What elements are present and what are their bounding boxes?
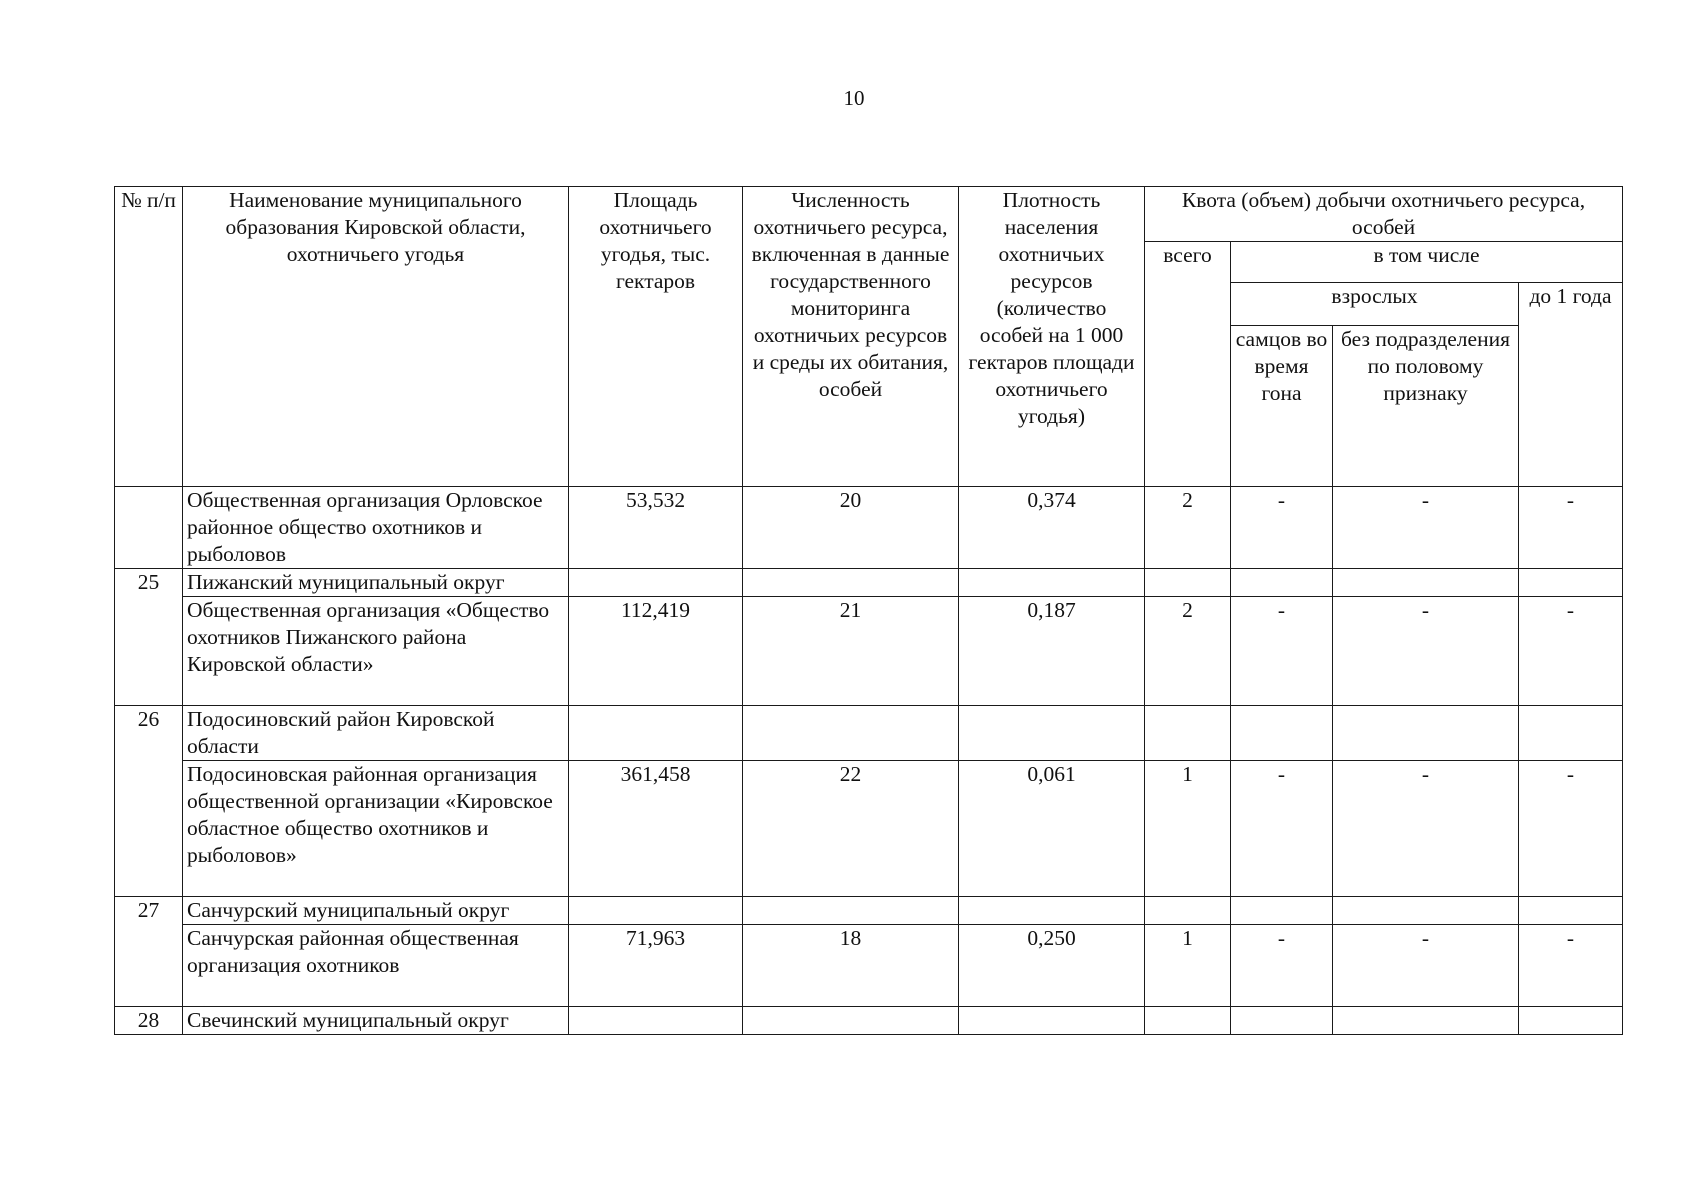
row-num: 25 (115, 569, 183, 706)
header-no-sex-division: без подразделения по половому признаку (1333, 326, 1519, 487)
row-area: 71,963 (569, 925, 743, 1007)
table-row (115, 706, 1623, 761)
row-name: Подосиновская районная организация общественной организации «Кировское областное общество охотников и рыболовов» (183, 761, 569, 897)
row-name: Свечинский муниципальный округ (183, 1007, 569, 1035)
header-count: Численность охотничьего ресурса, включенная в данные государственного мониторинга охотничьих ресурсов и среды их обитания, особей (743, 187, 959, 487)
row-under-one: - (1519, 925, 1623, 1007)
row-males-rut: - (1231, 597, 1333, 706)
page-number: 10 (843, 86, 865, 110)
row-density: 0,374 (959, 487, 1145, 569)
row-area: 53,532 (569, 487, 743, 569)
row-name: Общественная организация «Общество охотников Пижанского района Кировской области» (183, 597, 569, 706)
row-no-sex-division: - (1333, 925, 1519, 1007)
row-count: 22 (743, 761, 959, 897)
row-density: 0,061 (959, 761, 1145, 897)
row-under-one: - (1519, 761, 1623, 897)
row-area: 361,458 (569, 761, 743, 897)
header-males-rut: самцов во время гона (1231, 326, 1333, 487)
table-row (115, 597, 1623, 706)
row-total: 2 (1145, 597, 1231, 706)
header-under-one: до 1 года (1519, 283, 1623, 487)
row-density: 0,250 (959, 925, 1145, 1007)
header-total: всего (1145, 242, 1231, 487)
row-total: 1 (1145, 761, 1231, 897)
row-count: 18 (743, 925, 959, 1007)
row-count: 21 (743, 597, 959, 706)
quota-table (114, 186, 1623, 1035)
row-name: Пижанский муниципальный округ (183, 569, 569, 597)
header-quota: Квота (объем) добычи охотничьего ресурса, особей (1145, 187, 1623, 242)
row-total: 2 (1145, 487, 1231, 569)
row-name: Санчурский муниципальный округ (183, 897, 569, 925)
row-name: Подосиновский район Кировской области (183, 706, 569, 761)
header-name: Наименование муниципального образования Кировской области, охотничьего угодья (183, 187, 569, 487)
row-num: 26 (115, 706, 183, 897)
header-adults: взрослых (1231, 283, 1519, 326)
table-row (115, 1007, 1623, 1035)
table-row (115, 761, 1623, 897)
row-name: Санчурская районная общественная организация охотников (183, 925, 569, 1007)
row-area: 112,419 (569, 597, 743, 706)
row-no-sex-division: - (1333, 597, 1519, 706)
row-count: 20 (743, 487, 959, 569)
row-under-one: - (1519, 487, 1623, 569)
row-under-one: - (1519, 597, 1623, 706)
row-name: Общественная организация Орловское районное общество охотников и рыболовов (183, 487, 569, 569)
header-including: в том числе (1231, 242, 1623, 283)
row-num: 28 (115, 1007, 183, 1035)
row-density: 0,187 (959, 597, 1145, 706)
header-area: Площадь охотничьего угодья, тыс. гектаров (569, 187, 743, 487)
table-row (115, 487, 1623, 569)
row-num: 27 (115, 897, 183, 1007)
row-total: 1 (1145, 925, 1231, 1007)
table-row (115, 897, 1623, 925)
row-no-sex-division: - (1333, 487, 1519, 569)
row-males-rut: - (1231, 487, 1333, 569)
table-row (115, 569, 1623, 597)
row-num (115, 487, 183, 569)
header-density: Плотность населения охотничьих ресурсов (количество особей на 1 000 гектаров площади охотничьего угодья) (959, 187, 1145, 487)
header-num: № п/п (115, 187, 183, 487)
row-males-rut: - (1231, 925, 1333, 1007)
table-row (115, 925, 1623, 1007)
row-no-sex-division: - (1333, 761, 1519, 897)
row-males-rut: - (1231, 761, 1333, 897)
